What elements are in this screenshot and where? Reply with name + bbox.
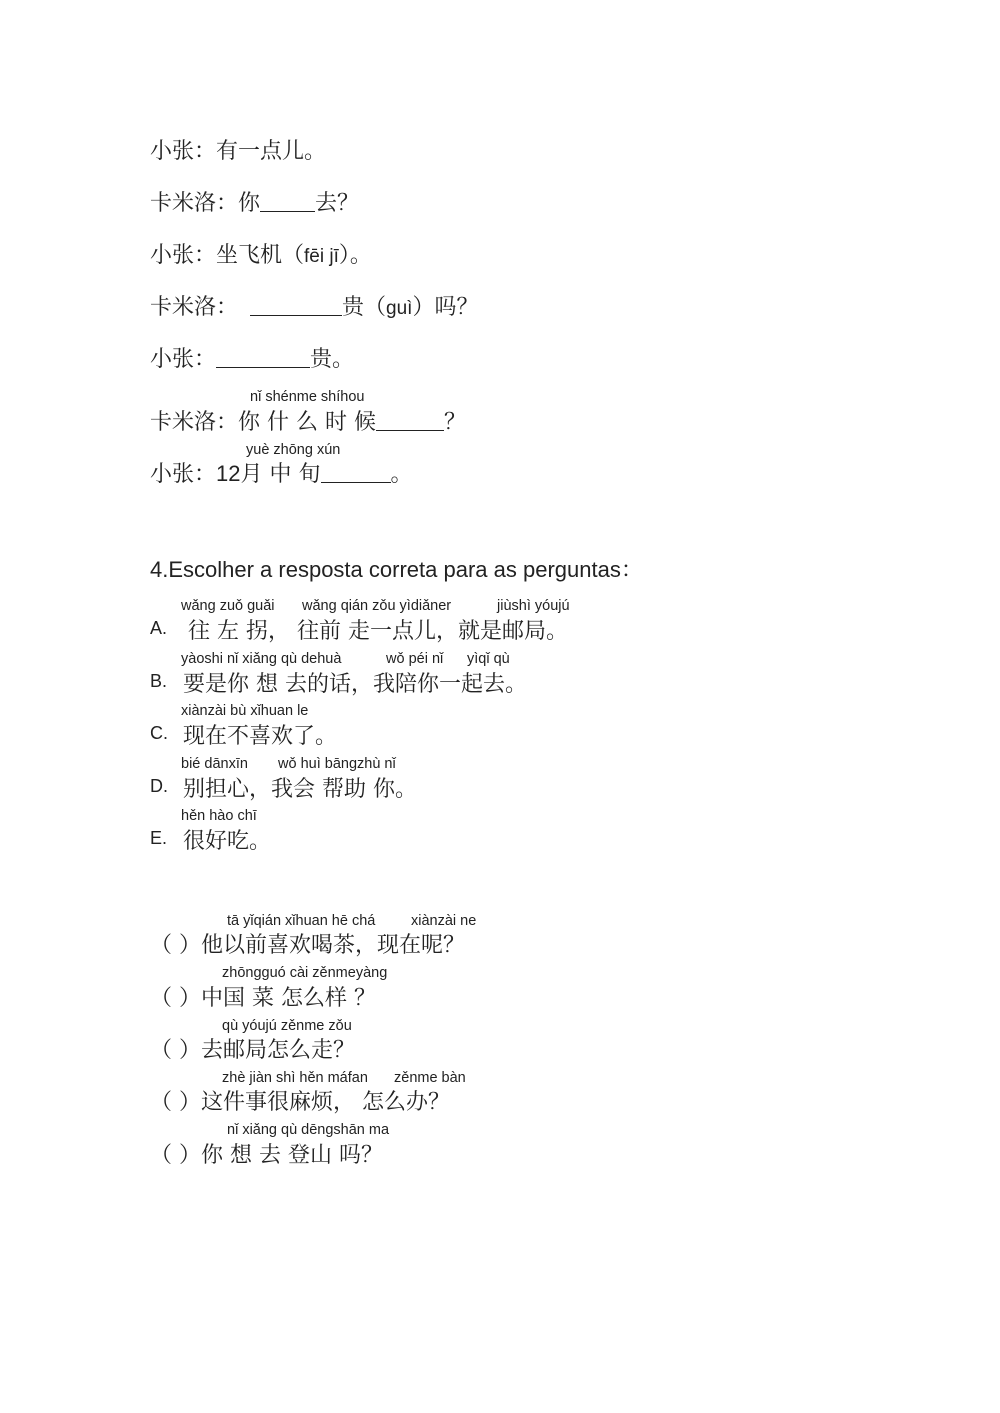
line-text: 去？	[315, 191, 360, 216]
pinyin-annotation: zhè jiàn shì hěn máfan	[222, 1070, 368, 1086]
question-line-5	[150, 1138, 383, 1169]
option-b-text: 要是你 想 去的话，我陪你一起去。	[183, 672, 527, 697]
option-letter: C.	[150, 723, 168, 743]
line-text: 坐飞机（	[216, 243, 305, 268]
dialogue-line-7	[150, 457, 413, 488]
pinyin-annotation: zěnme bàn	[394, 1070, 466, 1086]
pinyin-annotation: wǒ péi nǐ	[386, 651, 444, 667]
speaker-label: 卡米洛：	[150, 295, 239, 320]
dialogue-line-2	[150, 186, 359, 217]
pinyin-annotation: wǒ huì bāngzhù nǐ	[278, 756, 396, 772]
pinyin-annotation: yìqǐ qù	[467, 651, 510, 667]
speaker-label: 卡米洛：	[150, 410, 239, 435]
pinyin-annotation: nǐ xiǎng qù dēngshān ma	[227, 1122, 390, 1138]
question-line-3	[150, 1033, 355, 1064]
pinyin-annotation: jiùshì yóujú	[497, 598, 570, 614]
pinyin-annotation: tā yǐqián xǐhuan hē chá	[227, 913, 376, 929]
answer-blank[interactable]	[321, 462, 391, 483]
answer-blank[interactable]	[250, 295, 342, 316]
dialogue-line-6	[150, 405, 466, 436]
option-a-text: 往 左 拐， 往前 走一点儿，就是邮局。	[188, 619, 568, 644]
question-text: 中国 菜 怎么样 ？	[201, 986, 376, 1011]
line-text: 。	[390, 462, 413, 487]
option-letter: D.	[150, 776, 168, 796]
option-c-text: 现在不喜欢了。	[183, 724, 338, 749]
pinyin-annotation: zhōngguó cài zěnmeyàng	[222, 965, 388, 981]
pinyin-inline: fēi jī	[304, 246, 339, 267]
question-text: 这件事很麻烦， 怎么办？	[201, 1090, 450, 1115]
pinyin-annotation: bié dānxīn	[181, 756, 248, 772]
line-text: 12	[216, 461, 241, 486]
speaker-label: 卡米洛：	[150, 191, 239, 216]
line-text: ？	[444, 410, 467, 435]
section-heading: 4.Escolher a resposta correta para as perguntas：	[150, 557, 643, 582]
question-line-2	[150, 981, 376, 1012]
speaker-label: 小张：	[150, 462, 217, 487]
pinyin-annotation: yàoshi nǐ xiǎng qù dehuà	[181, 651, 342, 667]
option-d-text: 别担心，我会 帮助 你。	[183, 777, 417, 802]
pinyin-annotation: wǎng qián zǒu yìdiǎner	[302, 598, 452, 614]
question-line-1	[150, 928, 465, 959]
line-text: ）吗？	[412, 295, 479, 320]
answer-parentheses[interactable]: （ ）	[150, 1090, 201, 1115]
pinyin-annotation: yuè zhōng xún	[246, 442, 341, 458]
line-text: 你 什 么 时 候	[238, 410, 376, 435]
answer-blank[interactable]	[216, 347, 310, 368]
pinyin-annotation: qù yóujú zěnme zǒu	[222, 1018, 352, 1034]
option-letter: A.	[150, 618, 168, 638]
dialogue-line-3	[150, 238, 372, 269]
line-text: 你	[238, 191, 261, 216]
dialogue-line-5	[150, 342, 354, 373]
pinyin-annotation: nǐ shénme shíhou	[250, 389, 365, 405]
answer-parentheses[interactable]: （ ）	[150, 1143, 201, 1168]
answer-parentheses[interactable]: （ ）	[150, 1038, 201, 1063]
pinyin-annotation: xiànzài bù xǐhuan le	[181, 703, 309, 719]
option-letter: E.	[150, 828, 168, 848]
pinyin-annotation: wǎng zuǒ guǎi	[181, 598, 275, 614]
speaker-label: 小张：	[150, 139, 217, 164]
line-text: 月 中 旬	[240, 462, 321, 487]
pinyin-annotation: xiànzài ne	[411, 913, 477, 929]
line-text: 有一点儿。	[216, 139, 327, 164]
question-text: 你 想 去 登山 吗？	[201, 1143, 383, 1168]
line-text: 贵。	[310, 347, 355, 372]
question-line-4	[150, 1085, 450, 1116]
speaker-label: 小张：	[150, 243, 217, 268]
dialogue-line-4	[150, 290, 478, 321]
line-text: ）。	[338, 243, 372, 268]
question-text: 去邮局怎么走？	[201, 1038, 356, 1063]
option-letter: B.	[150, 671, 168, 691]
question-text: 他以前喜欢喝茶，现在呢？	[201, 933, 466, 958]
answer-blank[interactable]	[260, 191, 315, 212]
pinyin-inline: guì	[386, 298, 413, 319]
answer-blank[interactable]	[376, 410, 444, 431]
answer-parentheses[interactable]: （ ）	[150, 986, 201, 1011]
option-e-text: 很好吃。	[183, 829, 272, 854]
answer-parentheses[interactable]: （ ）	[150, 933, 201, 958]
speaker-label: 小张：	[150, 347, 217, 372]
dialogue-line-1	[150, 134, 326, 165]
pinyin-annotation: hěn hào chī	[181, 808, 257, 824]
line-text: 贵（	[342, 295, 387, 320]
